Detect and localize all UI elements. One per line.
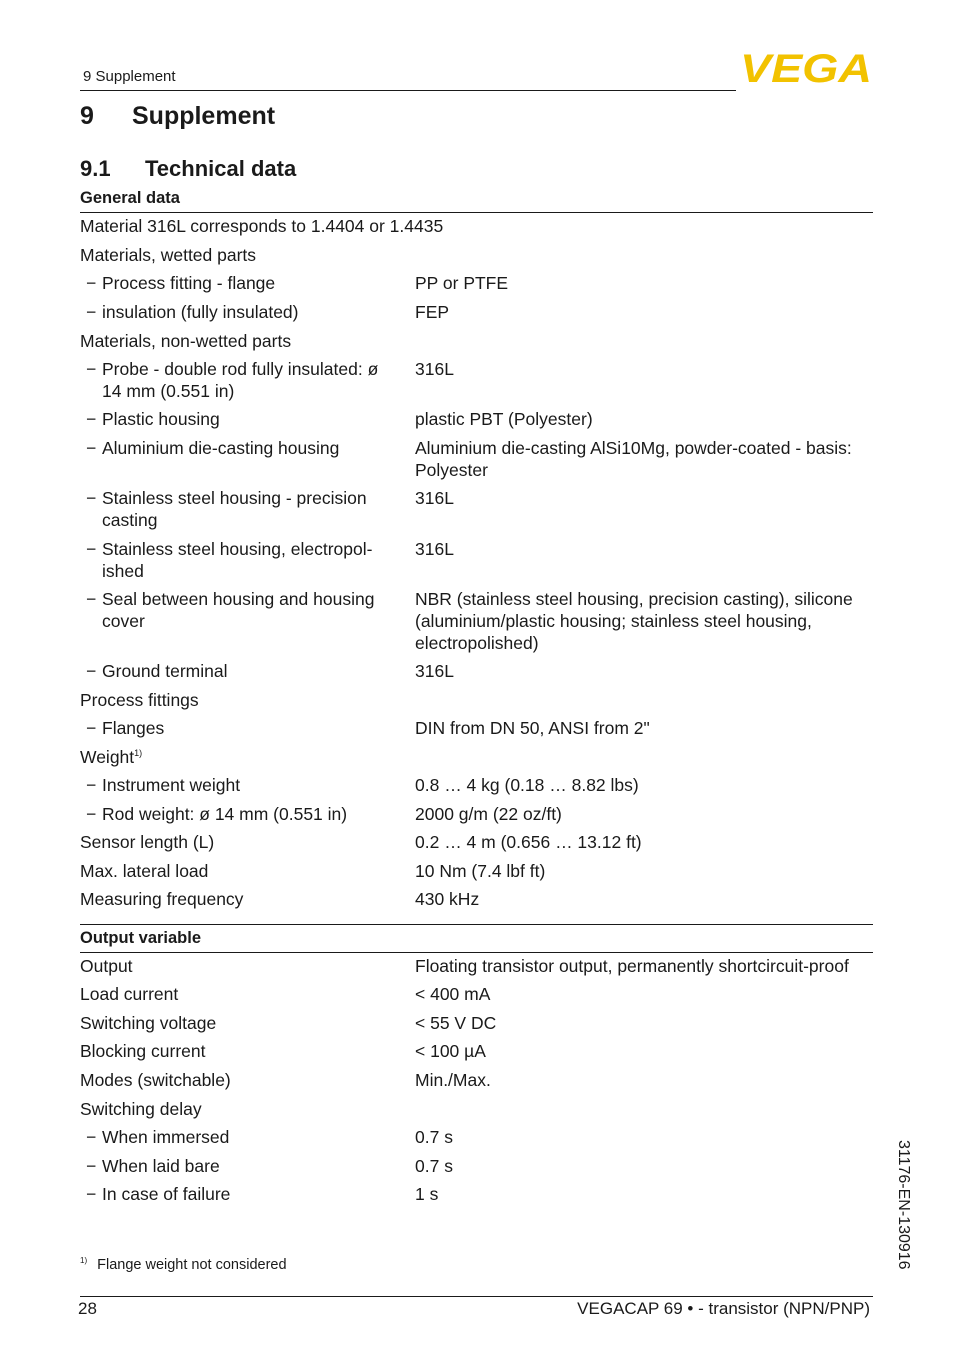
spec-value: FEP — [415, 302, 450, 322]
logo-text: VEGA — [740, 50, 872, 86]
spec-value: < 100 µA — [415, 1041, 486, 1061]
footnote-ref: 1) — [134, 748, 143, 759]
spec-value: 316L — [415, 661, 454, 681]
header-rule — [80, 90, 736, 91]
footnote-mark: 1) — [80, 1256, 88, 1266]
output-variable-rule — [80, 952, 873, 953]
spec-label: Stainless steel housing - precision casting — [102, 488, 367, 530]
spec-label: Plastic housing — [102, 409, 220, 429]
spec-label: Flanges — [102, 718, 165, 738]
spec-value: 316L — [415, 359, 454, 379]
spec-value: Floating transistor output, permanently shortcircuit-proof — [415, 956, 849, 976]
chapter-number: 9 — [80, 102, 94, 130]
spec-label: Load current — [80, 984, 179, 1004]
spec-value: 430 kHz — [415, 889, 480, 909]
spec-value: < 55 V DC — [415, 1013, 497, 1033]
spec-label: Material 316L corresponds to 1.4404 or 1.4435 — [80, 216, 444, 236]
vega-logo — [740, 50, 874, 86]
output-variable-top-rule — [80, 924, 873, 925]
section-number: 9.1 — [80, 156, 111, 181]
spec-label: Weight — [80, 747, 135, 767]
product-name: VEGACAP 69 • - transistor (NPN/PNP) — [577, 1299, 870, 1318]
chapter-heading — [80, 102, 275, 131]
spec-label: Switching delay — [80, 1099, 202, 1119]
spec-value: 316L — [415, 488, 454, 508]
general-data-title: General data — [80, 189, 180, 207]
spec-label: Sensor length (L) — [80, 832, 215, 852]
spec-label: Process fittings — [80, 690, 199, 710]
page-number: 28 — [78, 1299, 97, 1318]
spec-value: 0.2 … 4 m (0.656 … 13.12 ft) — [415, 832, 642, 852]
spec-value: 0.8 … 4 kg (0.18 … 8.82 lbs) — [415, 775, 639, 795]
spec-label: Blocking current — [80, 1041, 206, 1061]
spec-value: 2000 g/m (22 oz/ft) — [415, 804, 562, 824]
spec-value: Min./Max. — [415, 1070, 491, 1090]
spec-label: Switching voltage — [80, 1013, 217, 1033]
spec-value: 10 Nm (7.4 lbf ft) — [415, 861, 546, 881]
spec-label: When laid bare — [102, 1156, 220, 1176]
spec-label: Materials, non-wetted parts — [80, 331, 292, 351]
spec-value: DIN from DN 50, ANSI from 2" — [415, 718, 650, 738]
spec-label: In case of failure — [102, 1184, 231, 1204]
spec-label: Rod weight: ø 14 mm (0.551 in) — [102, 804, 348, 824]
spec-value: NBR (stainless steel housing, precision casting), silicone (aluminium/plastic housing; stainless steel housing, electropolished) — [415, 589, 853, 653]
spec-label: Measuring frequency — [80, 889, 244, 909]
spec-label: Materials, wetted parts — [80, 245, 257, 265]
output-variable-title: Output variable — [80, 929, 202, 947]
spec-label: When immersed — [102, 1127, 230, 1147]
document-id: 31176-EN-130916 — [895, 1140, 912, 1270]
spec-value: Aluminium die-casting AlSi10Mg, powder-coated - basis: Polyester — [415, 438, 852, 480]
footer-rule — [80, 1296, 873, 1297]
running-header: 9 Supplement — [83, 68, 176, 85]
spec-value: 316L — [415, 539, 454, 559]
spec-label: Max. lateral load — [80, 861, 209, 881]
spec-value: < 400 mA — [415, 984, 491, 1004]
spec-label: Stainless steel housing, electropol-ished — [102, 539, 373, 581]
general-data-rule — [80, 212, 873, 213]
spec-label: Output — [80, 956, 133, 976]
spec-label: Instrument weight — [102, 775, 241, 795]
spec-label: Process fitting - flange — [102, 273, 276, 293]
spec-label: insulation (fully insulated) — [102, 302, 299, 322]
spec-label: Seal between housing and housing cover — [102, 589, 375, 631]
footnote-text: Flange weight not considered — [97, 1257, 287, 1273]
spec-label: Aluminium die-casting housing — [102, 438, 340, 458]
spec-label: Ground terminal — [102, 661, 228, 681]
spec-value: 0.7 s — [415, 1156, 453, 1176]
spec-label: Modes (switchable) — [80, 1070, 231, 1090]
section-heading — [80, 156, 296, 182]
spec-value: PP or PTFE — [415, 273, 509, 293]
spec-value: 1 s — [415, 1184, 439, 1204]
section-title: Technical data — [145, 156, 297, 181]
footnote — [80, 1257, 287, 1273]
spec-value: 0.7 s — [415, 1127, 453, 1147]
spec-label: Probe - double rod fully insulated: ø 14 mm (0.551 in) — [102, 359, 379, 401]
spec-value: plastic PBT (Polyester) — [415, 409, 593, 429]
chapter-title: Supplement — [132, 102, 276, 130]
